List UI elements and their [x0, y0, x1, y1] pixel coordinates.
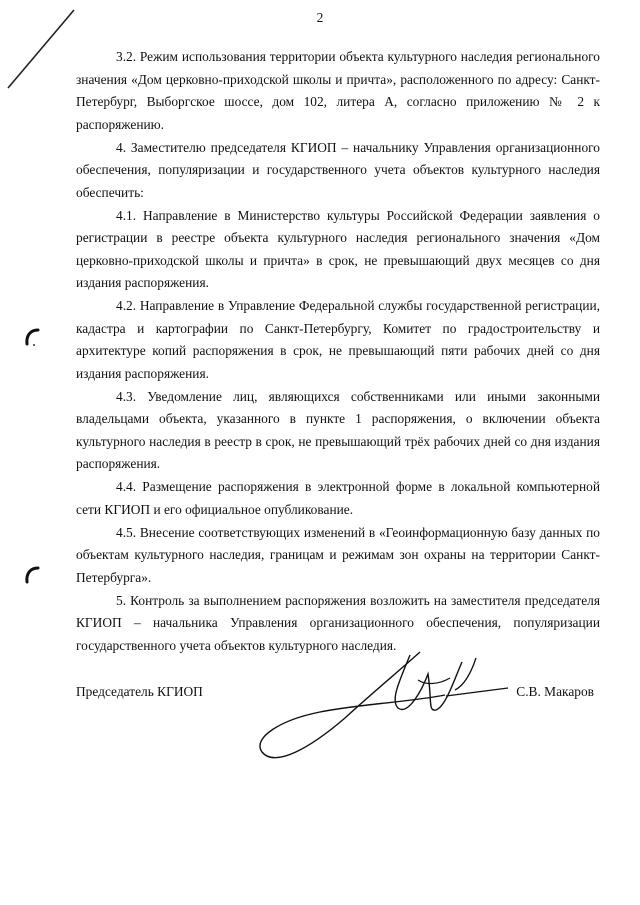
- paragraph-4-2: 4.2. Направление в Управление Федеральной службы государственной регистрации, кадастра и картографии по Санкт-Петербургу, Комитет по градостроительству и архитектуре копий распоряжения в срок, не превышающий пяти рабочих дней со дня издания распоряжения.: [76, 298, 600, 381]
- document-body: [76, 46, 600, 658]
- paragraph-5: 5. Контроль за выполнением распоряжения возложить на заместителя председателя КГИОП – начальника Управления организационного обеспечения, популяризации государственного учета объектов культурного наследия.: [76, 592, 600, 653]
- handwritten-signature: [250, 640, 550, 780]
- signatory-name: С.В. Макаров: [516, 684, 594, 699]
- punch-hole-mark-upper: [22, 326, 42, 350]
- paragraph-4-3: 4.3. Уведомление лиц, являющихся собственниками или иными законными владельцами объекта, указанного в пункте 1 распоряжения, о включении объекта культурного наследия в реестр в срок, не превышающий трёх рабочих дней со дня издания распоряжения.: [76, 388, 600, 471]
- paragraph-3-2: 3.2. Режим использования территории объекта культурного наследия регионального значения «Дом церковно-приходской школы и причта», расположенного по адресу: Санкт-Петербург, Выборгское шоссе, дом 102, литера А, согласно приложению № 2 к распоряжению.: [76, 49, 600, 132]
- signature-block: [76, 684, 600, 706]
- page-number: 2: [316, 10, 324, 25]
- punch-hole-mark-lower: [22, 564, 42, 588]
- paragraph-4-5: 4.5. Внесение соответствующих изменений в «Геоинформационную базу данных по объектам культурного наследия, границам и режимам зон охраны на территории Санкт-Петербурга».: [76, 524, 600, 585]
- signatory-title: Председатель КГИОП: [76, 684, 203, 699]
- paragraph-4-4: 4.4. Размещение распоряжения в электронной форме в локальной компьютерной сети КГИОП и его официальное опубликование.: [76, 479, 600, 517]
- paragraph-4: 4. Заместителю председателя КГИОП – начальнику Управления организационного обеспечения, популяризации и государственного учета объектов культурного наследия обеспечить:: [76, 139, 600, 200]
- paragraph-4-1: 4.1. Направление в Министерство культуры Российской Федерации заявления о регистрации в реестре объекта культурного наследия регионального значения «Дом церковно-приходской школы и причта» в срок, не превышающий двух месяцев со дня издания распоряжения.: [76, 207, 600, 290]
